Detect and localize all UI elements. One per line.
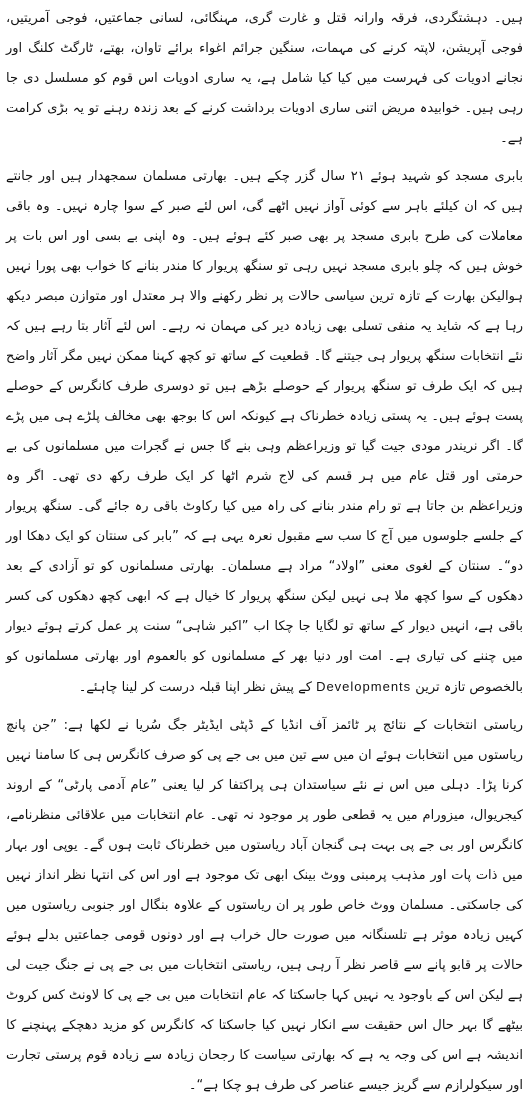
paragraph-intro bbox=[6, 4, 523, 154]
paragraph-babri-masjid-ending: کے پیش نظر اپنا قبلہ درست کر لینا چاہئے۔ bbox=[78, 680, 317, 695]
paragraph-state-elections bbox=[6, 711, 523, 1101]
latin-term: Developments bbox=[316, 679, 412, 694]
paragraph-state-elections-text: ریاستی انتخابات کے نتائج پر ٹائمز آف انڈیا کے ڈپٹی ایڈیٹر جگ سُریا نے لکھا ہے: ”جن پانچ ریاستوں میں انتخابات ہوئے ان میں سے تین میں بی جے پی کو صرف کانگرس ہی کا سامنا نہیں کرنا پڑا۔ دہلی میں اس نے نئے سیاستدان ہی پراکتفا کر لیا یعنی ”عام آدمی پارٹی“ کے اروند کیجریوال، میزورام میں یہ قطعی طور پر موجود نہ تھی۔ عام انتخابات میں علاقائی منظرنامے، کانگرس اور بی جے پی بہت ہی گنجان آباد ریاستوں میں خطرناک ثابت ہوں گے۔ یوپی اور بہار میں ذات پات اور مذہب پرمبنی ووٹ بینک ابھی تک موجود ہے اور اس کی انتہا نظر انداز نہیں کی جاسکتی۔ مسلمان ووٹ خاص طور پر ان ریاستوں کے علاوہ بنگال اور جنوبی ریاستوں میں کہیں زیادہ موثر ہے تلسنگانہ میں صورت حال خراب ہے اور دونوں قومی جماعتیں بدلے ہوئے حالات پر قابو پانے سے قاصر نظر آ رہی ہیں، ریاستی انتخابات میں بی جے پی نے جنگ جیت لی ہے لیکن اس کے باوجود یہ نہیں کہا جاسکتا کہ عام انتخابات میں بی جے پی کا لاونٹ کس کروٹ بیٹھے گا بہر حال اس حقیقت سے انکار نہیں کیا جاسکتا کہ کانگرس کو مزید دھچکے پہنچنے کا اندیشہ ہے اس کی وجہ یہ ہے کہ بھارتی سیاست کا رجحان زیادہ سے زیادہ قوم پرستی تجارت اور سیکولرازم سے گریز جیسے عناصر کی طرف ہو چکا ہے“۔ bbox=[6, 718, 523, 1093]
paragraph-intro-text: ہیں۔ دہشتگردی، فرقہ وارانہ قتل و غارت گری، مہنگائی، لسانی جماعتیں، فوجی آمریتیں، فوجی آپریشن، لاپتہ کرنے کی مہمات، سنگین جرائم اغواء برائے تاوان، بھتے، ٹارگٹ کلنگ اور نجانے ادویات کی فہرست میں کیا کیا شامل ہے، یہ ساری ادویات اس قوم کو مسلسل دی جا رہی ہیں۔ خوابیدہ مریض اتنی ساری ادویات برداشت کرنے کے بعد زندہ رہنے تو یہ بڑی کرامت ہے۔ bbox=[6, 11, 523, 146]
paragraph-babri-masjid bbox=[6, 162, 523, 703]
article-body bbox=[6, 4, 523, 1093]
paragraph-babri-masjid-text: بابری مسجد کو شہید ہوئے ۲۱ سال گزر چکے ہیں۔ بھارتی مسلمان سمجھدار ہیں اور جانتے ہیں کہ ان کیلئے باہر سے کوئی آواز نہیں اٹھے گی، اس لئے صبر کے سوا چارہ نہیں۔ وہ باقی معاملات کی طرح بابری مسجد پر بھی صبر کئے ہوئے ہیں۔ وہ اپنی بے بسی اور اس بات پر خوش ہیں کہ چلو بابری مسجد نہیں رہی تو سنگھ پریوار کا مندر بنانے کا خواب بھی پورا نہیں ہوالیکن بھارت کے تازہ ترین سیاسی حالات پر نظر رکھنے والا ہر معتدل اور متوازن مبصر دیکھ رہا ہے کہ شاید یہ منفی تسلی بھی زیادہ دیر کی مہمان نہ رہے۔ اس لئے آثار بتا رہے ہیں کہ نئے انتخابات سنگھ پریوار ہی جیتنے گا۔ قطعیت کے ساتھ تو کچھ کہنا ممکن نہیں مگر آثار واضح ہیں کہ ایک طرف تو سنگھ پریوار کے حوصلے بڑھے ہیں تو دوسری طرف کانگرس کے حوصلے پست ہوئے ہیں۔ یہ پستی زیادہ خطرناک ہے کیونکہ اس کا بوجھ بھی مخالف پلڑے ہی میں پڑے گا۔ اگر نریندر مودی جیت گیا تو وزیراعظم وہی بنے گا جس نے گجرات میں مسلمانوں کی بے حرمتی اور قتل عام میں ہر قسم کی لاج شرم اٹھا کر ایک طرف رکھ دی تھی۔ اگر وہ وزیراعظم بن جاتا ہے تو رام مندر بنانے کی راہ میں کیا رکاوٹ باقی رہ جائے گی۔ سنگھ پریوار کے جلسے جلوسوں میں آج کا سب سے مقبول نعرہ یہی ہے کہ ”بابر کی سنتان کو ایک دھکا اور دو“۔ سنتان کے لغوی معنی ”اولاد“ مراد ہے مسلمان۔ بھارتی مسلمانوں کو تو آزادی کے بعد دھکوں کے سوا کچھ ملا ہی نہیں لیکن سنگھ پریوار کا خیال ہے کہ ابھی کچھ دھکوں کی کسر باقی ہے، انہیں دیوار کے ساتھ تو لگایا جا چکا اب ”اکبر شاہی“ سنت پر عمل کرتے ہوئے دیوار میں چننے کی تیاری ہے۔ امت اور دنیا بھر کے مسلمانوں کو بالعموم اور بھارتی مسلمانوں کو بالخصوص تازہ ترین bbox=[6, 169, 523, 695]
